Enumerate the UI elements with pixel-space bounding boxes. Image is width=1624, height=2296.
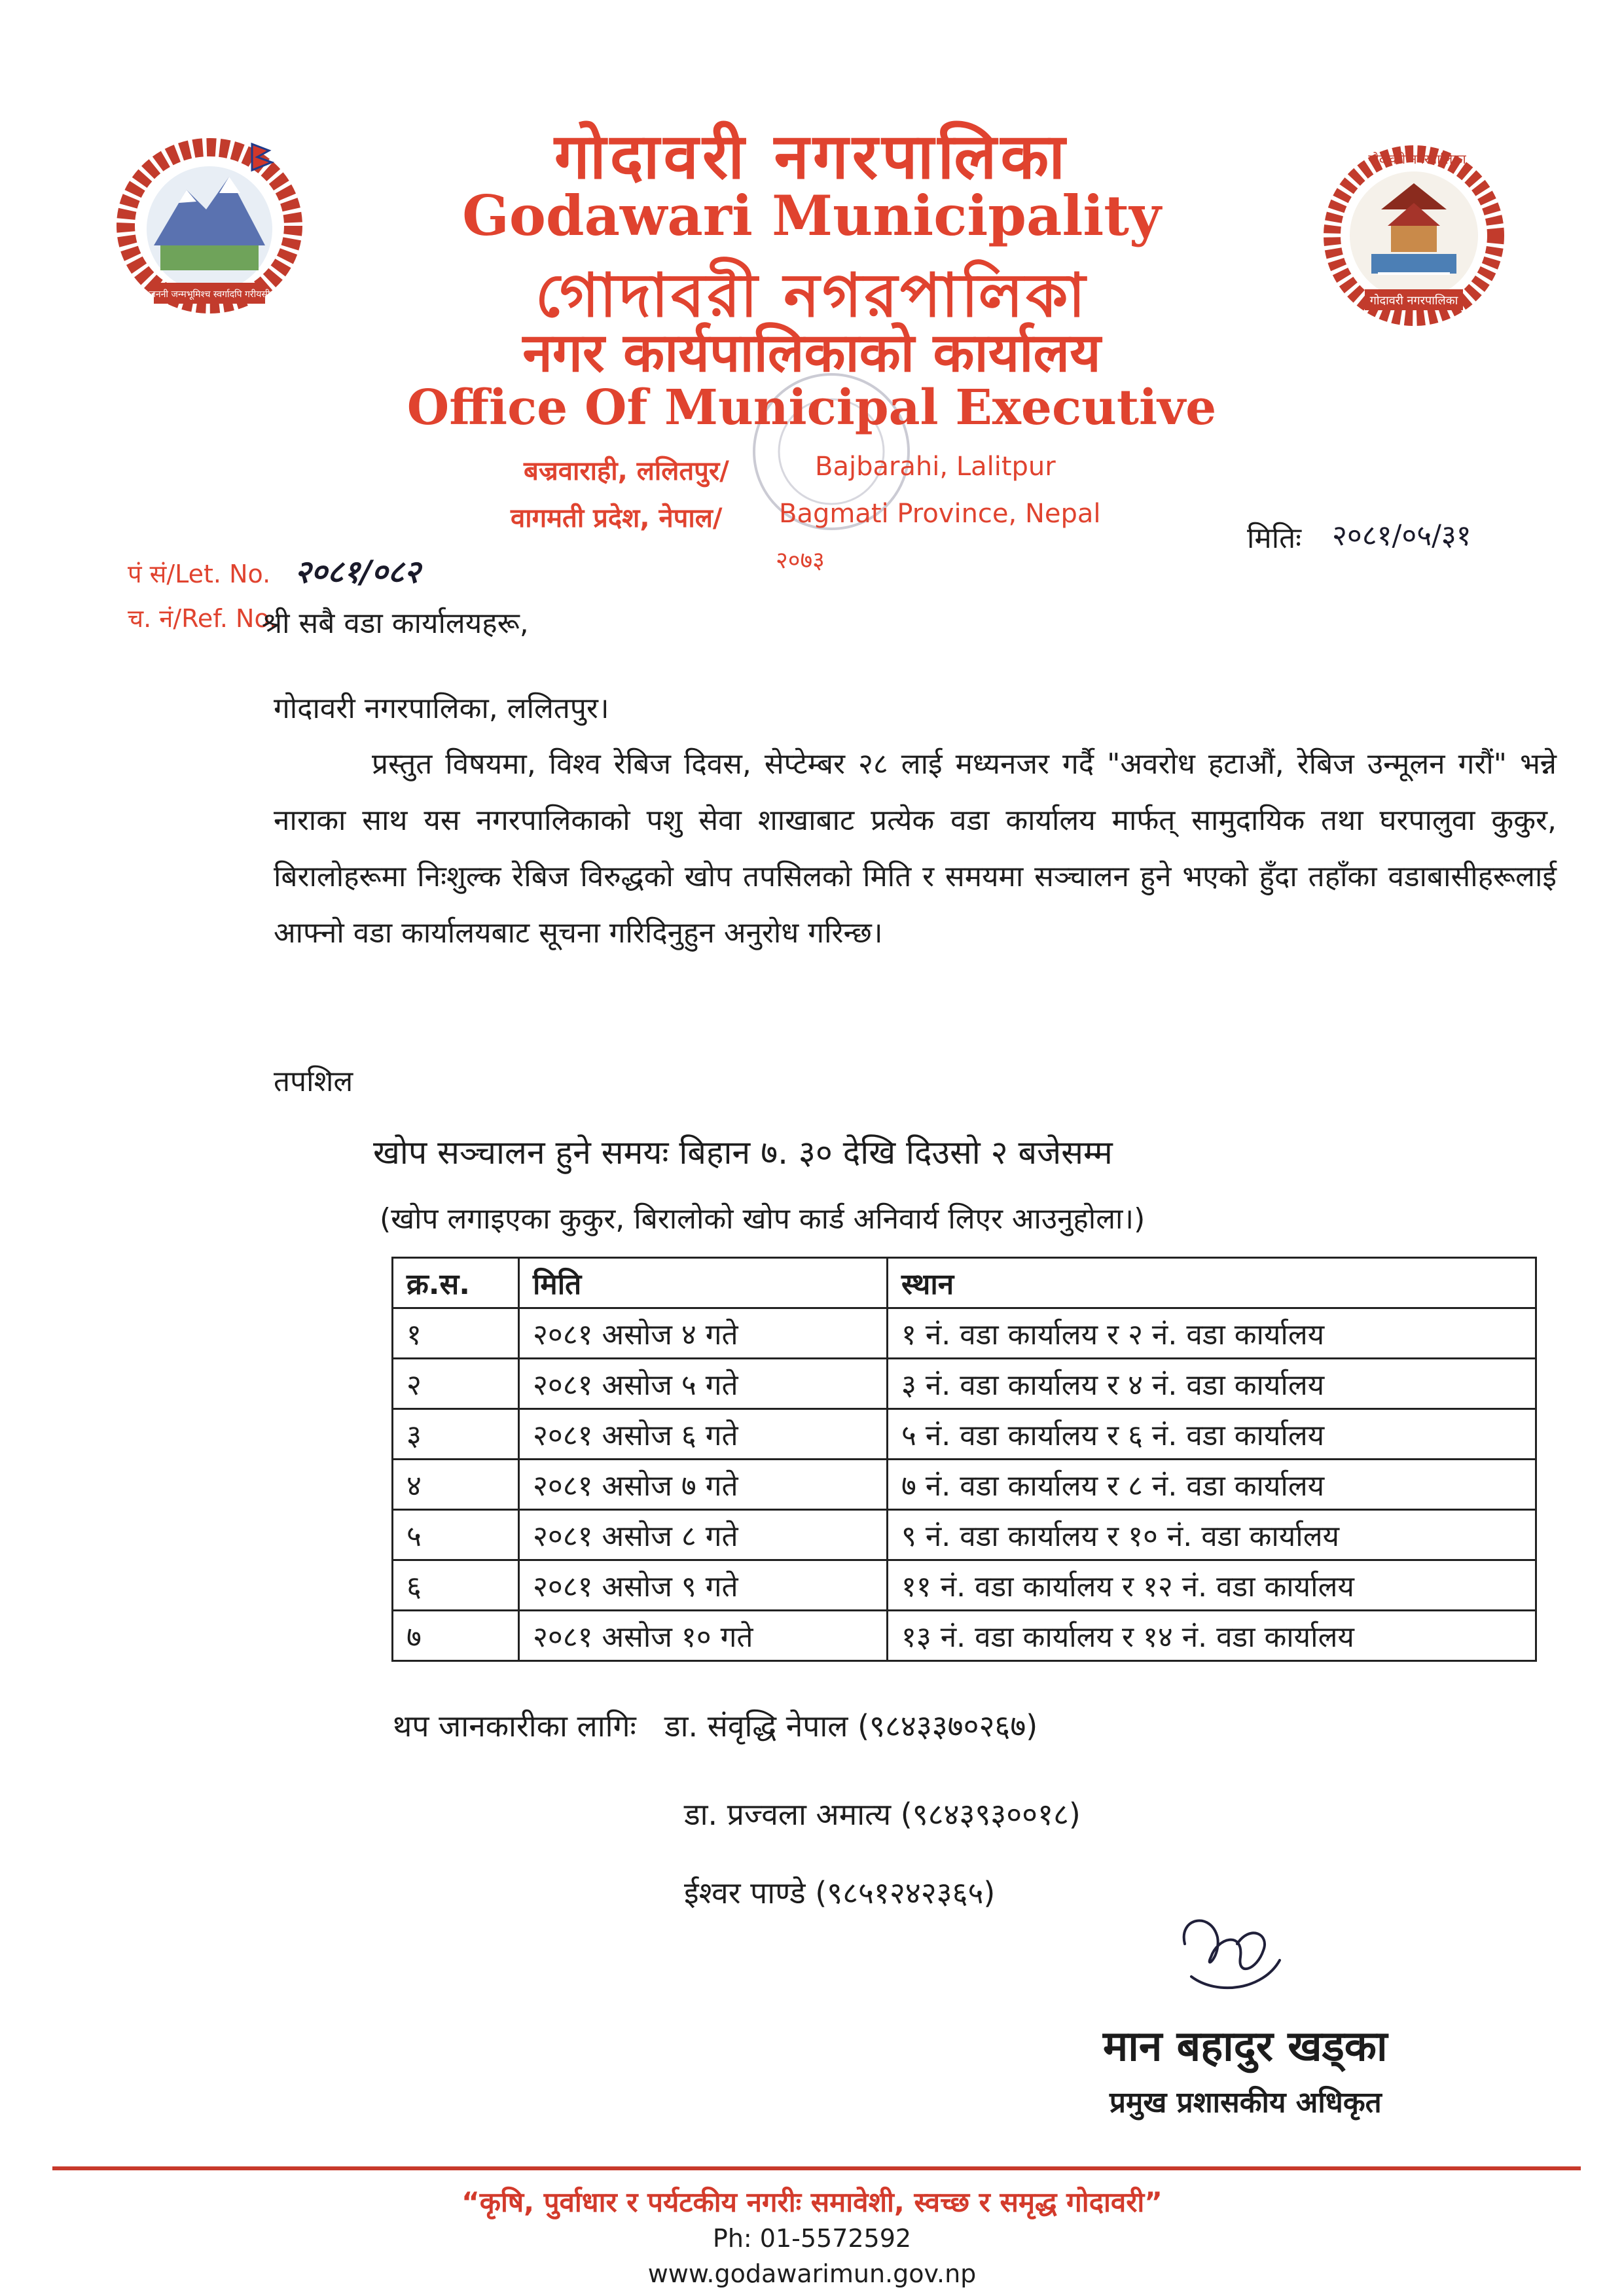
cell-location: ३ नं. वडा कार्यालय र ४ नं. वडा कार्यालय — [888, 1359, 1536, 1409]
column-header-date: मिति — [519, 1258, 888, 1308]
date-label: मितिः — [1247, 522, 1302, 555]
table-header-row — [393, 1258, 1536, 1308]
cell-location: ९ नं. वडा कार्यालय र १० नं. वडा कार्यालय — [888, 1510, 1536, 1560]
cell-date: २०८१ असोज ५ गते — [519, 1359, 888, 1409]
contact-1: डा. संवृद्धि नेपाल (९८४३३७०२६७) — [664, 1708, 1038, 1744]
table-row — [393, 1560, 1536, 1611]
emblem-right-caption: गोदावरी नगरपालिका — [1369, 294, 1458, 308]
table-row — [393, 1460, 1536, 1510]
signatory-name: मान बहादुर खड्का — [1103, 2022, 1388, 2071]
emblem-left-caption: जननी जन्मभूमिश्च स्वर्गादपि गरीयसी — [149, 289, 270, 300]
cell-location: १ नं. वडा कार्यालय र २ नं. वडा कार्यालय — [888, 1308, 1536, 1359]
municipality-logo-emblem — [1319, 137, 1509, 334]
contact-3: ईश्वर पाण्डे (९८५१२४२३६५) — [684, 1875, 996, 1910]
cell-location: ५ नं. वडा कार्यालय र ६ नं. वडा कार्यालय — [888, 1409, 1536, 1460]
cell-location: ११ नं. वडा कार्यालय र १२ नं. वडा कार्यालय — [888, 1560, 1536, 1611]
letter-number-value: २०८१/०८२ — [295, 554, 421, 590]
handwritten-signature — [1165, 1898, 1296, 2016]
established-year: २०७३ — [776, 547, 825, 574]
addressee: श्री सबै वडा कार्यालयहरू, — [262, 607, 529, 640]
reference-number-label: च. नं/Ref. No. — [128, 604, 278, 633]
footer-website: www.godawarimun.gov.np — [647, 2259, 977, 2288]
cell-date: २०८१ असोज ९ गते — [519, 1560, 888, 1611]
cell-serial: ४ — [393, 1460, 519, 1510]
nepal-coat-of-arms-emblem — [115, 131, 304, 327]
footer-phone: Ph: 01-5572592 — [712, 2224, 912, 2253]
column-header-location: स्थान — [888, 1258, 1536, 1308]
cell-serial: २ — [393, 1359, 519, 1409]
column-header-serial: क्र.स. — [393, 1258, 519, 1308]
cell-date: २०८१ असोज ६ गते — [519, 1409, 888, 1460]
table-row — [393, 1510, 1536, 1560]
cell-date: २०८१ असोज १० गते — [519, 1611, 888, 1661]
municipality-name-newari: গোদাবরী নগরপালিকা — [535, 260, 1089, 331]
cell-location: ७ नं. वडा कार्यालय र ८ नं. वडा कार्यालय — [888, 1460, 1536, 1510]
letter-number-label: पं सं/Let. No. — [128, 560, 271, 588]
cell-serial: ७ — [393, 1611, 519, 1661]
office-name-english: Office Of Municipal Executive — [406, 380, 1217, 436]
vaccination-card-note: (खोप लगाइएका कुकुर, बिरालोको खोप कार्ड अनिवार्य लिएर आउनुहोला।) — [380, 1202, 1146, 1236]
cell-serial: ६ — [393, 1560, 519, 1611]
cell-serial: ५ — [393, 1510, 519, 1560]
cell-location: १३ नं. वडा कार्यालय र १४ नं. वडा कार्यालय — [888, 1611, 1536, 1661]
cell-serial: १ — [393, 1308, 519, 1359]
cell-date: २०८१ असोज ४ गते — [519, 1308, 888, 1359]
address-line2-nepali: वागमती प्रदेश, नेपाल/ — [511, 503, 723, 533]
contact-label: थप जानकारीका लागिः — [393, 1708, 636, 1744]
contact-2: डा. प्रज्वला अमात्य (९८४३९३००१८) — [684, 1797, 1081, 1832]
cell-serial: ३ — [393, 1409, 519, 1460]
footer-divider — [52, 2166, 1581, 2170]
table-row — [393, 1409, 1536, 1460]
vaccination-schedule-table — [391, 1257, 1537, 1662]
table-row — [393, 1359, 1536, 1409]
municipality-name-english: Godawari Municipality — [462, 183, 1161, 248]
office-name-nepali: नगर कार्यपालिकाको कार्यालय — [522, 322, 1101, 384]
date-value: २०८१/०५/३१ — [1332, 519, 1471, 552]
table-row — [393, 1308, 1536, 1359]
table-row — [393, 1611, 1536, 1661]
emblem-right-top-text: गोदावरी नगरपालिका — [1368, 151, 1466, 167]
cell-date: २०८१ असोज ७ गते — [519, 1460, 888, 1510]
addressee-location: गोदावरी नगरपालिका, ललितपुर। — [274, 692, 609, 725]
address-line1-english: Bajbarahi, Lalitpur — [815, 452, 1056, 482]
address-line1-nepali: बज्रवाराही, ललितपुर/ — [524, 456, 729, 486]
municipality-name-nepali: गोदावरी नगरपालिका — [554, 120, 1070, 193]
letter-body-paragraph: प्रस्तुत विषयमा, विश्व रेबिज दिवस, सेप्टेम्बर २८ लाई मध्यनजर गर्दै "अवरोध हटाऔं, रेबिज उन्मूलन गरौं" भन्ने नाराका साथ यस नगरपालिकाको पशु सेवा शाखाबाट प्रत्येक वडा कार्यालय मार्फत् सामुदायिक तथा घरपालुवा कुकुर, बिरालोहरूमा निःशुल्क रेबिज विरुद्धको खोप तपसिलको मिति र समयमा सञ्चालन हुने भएको हुँदा तहाँका वडाबासीहरूलाई आफ्नो वडा कार्यालयबाट सूचना गरिदिनुहुन अनुरोध गरिन्छ। — [274, 747, 1557, 950]
signatory-title: प्रमुख प्रशासकीय अधिकृत — [1110, 2086, 1382, 2119]
vaccination-time-note: खोप सञ्चालन हुने समयः बिहान ७. ३० देखि दिउसो २ बजेसम्म — [373, 1134, 1113, 1172]
cell-date: २०८१ असोज ८ गते — [519, 1510, 888, 1560]
schedule-label: तपशिल — [274, 1065, 353, 1098]
address-line2-english: Bagmati Province, Nepal — [779, 499, 1101, 529]
footer-slogan: “कृषि, पुर्वाधार र पर्यटकीय नगरीः समावेशी, स्वच्छ र समृद्ध गोदावरी” — [461, 2186, 1163, 2218]
